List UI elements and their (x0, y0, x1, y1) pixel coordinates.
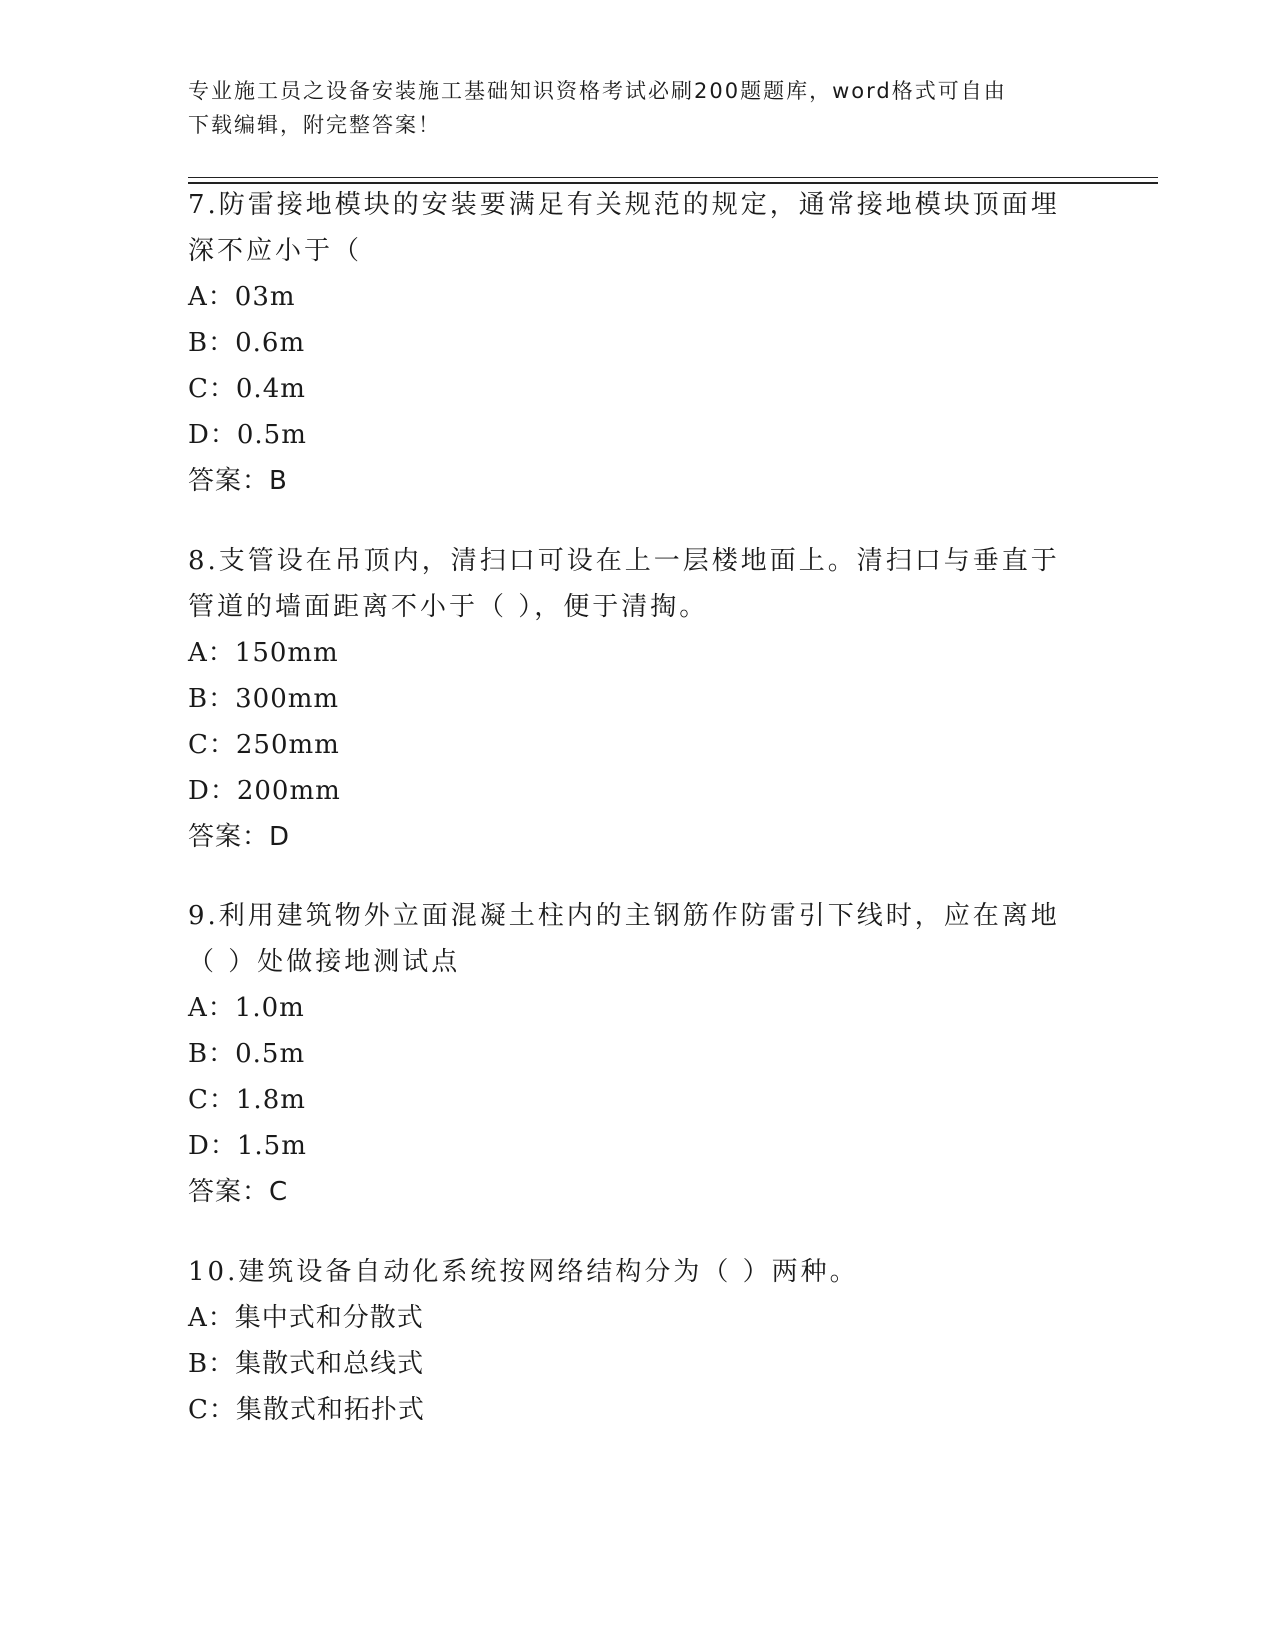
option-a: A：150mm (188, 638, 339, 668)
question-stem: 管道的墙面距离不小于（ ），便于清掏。 (188, 592, 709, 622)
option-d: D：0.5m (188, 420, 307, 450)
option-b: B：集散式和总线式 (188, 1349, 425, 1379)
option-c: C：1.8m (188, 1085, 306, 1115)
option-a: A：03m (188, 282, 296, 312)
question-stem: 7.防雷接地模块的安装要满足有关规范的规定，通常接地模块顶面埋 (188, 190, 1060, 220)
question-stem: （ ）处做接地测试点 (188, 947, 461, 977)
question-stem: 8.支管设在吊顶内，清扫口可设在上一层楼地面上。清扫口与垂直于 (188, 546, 1060, 576)
option-a: A：1.0m (188, 993, 305, 1023)
answer: 答案：D (188, 822, 291, 852)
option-d: D：200mm (188, 776, 341, 806)
question-stem: 9.利用建筑物外立面混凝土柱内的主钢筋作防雷引下线时，应在离地 (188, 901, 1060, 931)
question-7 (188, 182, 1088, 504)
question-9 (188, 893, 1088, 1215)
header-line-1: 专业施工员之设备安装施工基础知识资格考试必刷200题题库，word格式可自由 (188, 79, 1007, 103)
option-c: C：集散式和拓扑式 (188, 1395, 425, 1425)
question-stem: 10.建筑设备自动化系统按网络结构分为（ ）两种。 (188, 1257, 859, 1287)
option-c: C：0.4m (188, 374, 306, 404)
option-c: C：250mm (188, 730, 340, 760)
header-line-2: 下载编辑，附完整答案！ (188, 113, 441, 137)
option-d: D：1.5m (188, 1131, 307, 1161)
option-b: B：0.6m (188, 328, 306, 358)
question-stem: 深不应小于（ (188, 236, 363, 266)
option-b: B：300mm (188, 684, 340, 714)
question-8 (188, 538, 1088, 860)
option-b: B：0.5m (188, 1039, 306, 1069)
header-divider-thin (188, 177, 1158, 178)
document-header (188, 74, 1088, 142)
answer: 答案：B (188, 466, 288, 496)
option-a: A：集中式和分散式 (188, 1303, 424, 1333)
answer: 答案：C (188, 1177, 289, 1207)
question-10 (188, 1249, 1088, 1433)
